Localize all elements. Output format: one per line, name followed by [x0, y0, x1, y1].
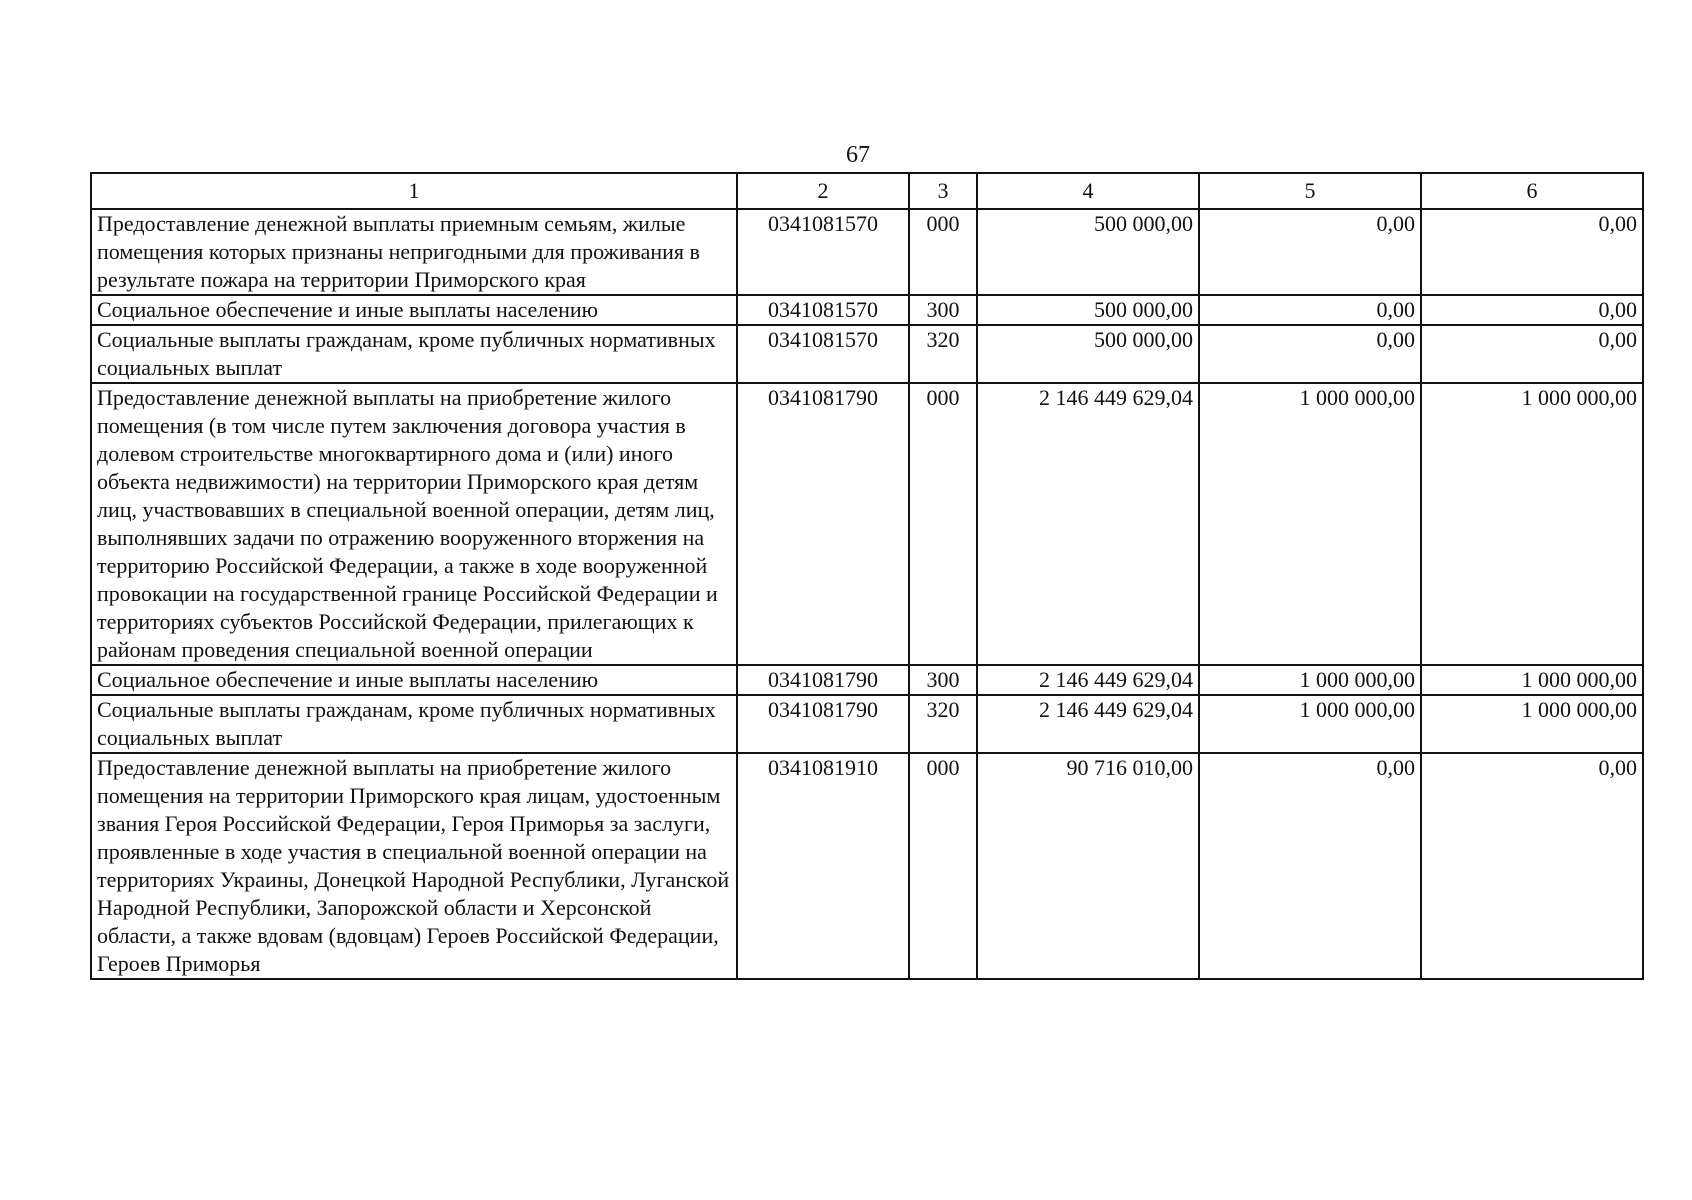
table-row: [91, 665, 1643, 695]
target-article-code: 0341081790: [737, 383, 909, 665]
expense-type-code: 320: [909, 325, 977, 383]
target-article-code: 0341081790: [737, 665, 909, 695]
expense-type-code: 000: [909, 383, 977, 665]
amount-year-1: 2 146 449 629,04: [977, 695, 1199, 753]
expense-type-code: 300: [909, 665, 977, 695]
row-name: Социальные выплаты гражданам, кроме публичных нормативных социальных выплат: [91, 325, 737, 383]
amount-year-2: 0,00: [1199, 753, 1421, 979]
table-row: [91, 383, 1643, 665]
amount-year-3: 0,00: [1421, 325, 1643, 383]
amount-year-1: 90 716 010,00: [977, 753, 1199, 979]
column-header: 3: [909, 173, 977, 209]
expense-type-code: 000: [909, 209, 977, 295]
expense-type-code: 320: [909, 695, 977, 753]
row-name: Социальное обеспечение и иные выплаты населению: [91, 295, 737, 325]
amount-year-1: 2 146 449 629,04: [977, 383, 1199, 665]
table-row: [91, 295, 1643, 325]
amount-year-3: 1 000 000,00: [1421, 695, 1643, 753]
amount-year-2: 1 000 000,00: [1199, 695, 1421, 753]
row-name: Предоставление денежной выплаты приемным семьям, жилые помещения которых признаны непригодными для проживания в результате пожара на территории Приморского края: [91, 209, 737, 295]
target-article-code: 0341081910: [737, 753, 909, 979]
amount-year-1: 500 000,00: [977, 209, 1199, 295]
amount-year-2: 0,00: [1199, 325, 1421, 383]
amount-year-3: 0,00: [1421, 753, 1643, 979]
amount-year-2: 0,00: [1199, 295, 1421, 325]
amount-year-1: 2 146 449 629,04: [977, 665, 1199, 695]
header-row: [91, 173, 1643, 209]
amount-year-2: 0,00: [1199, 209, 1421, 295]
amount-year-3: 1 000 000,00: [1421, 383, 1643, 665]
amount-year-3: 0,00: [1421, 209, 1643, 295]
column-header: 6: [1421, 173, 1643, 209]
expense-type-code: 300: [909, 295, 977, 325]
table-row: [91, 753, 1643, 979]
amount-year-3: 1 000 000,00: [1421, 665, 1643, 695]
amount-year-1: 500 000,00: [977, 295, 1199, 325]
column-header: 2: [737, 173, 909, 209]
table-row: [91, 325, 1643, 383]
target-article-code: 0341081790: [737, 695, 909, 753]
expense-type-code: 000: [909, 753, 977, 979]
target-article-code: 0341081570: [737, 209, 909, 295]
table-row: [91, 695, 1643, 753]
target-article-code: 0341081570: [737, 325, 909, 383]
amount-year-2: 1 000 000,00: [1199, 665, 1421, 695]
amount-year-1: 500 000,00: [977, 325, 1199, 383]
row-name: Социальные выплаты гражданам, кроме публичных нормативных социальных выплат: [91, 695, 737, 753]
column-header: 5: [1199, 173, 1421, 209]
row-name: Социальное обеспечение и иные выплаты населению: [91, 665, 737, 695]
row-name: Предоставление денежной выплаты на приобретение жилого помещения (в том числе путем заключения договора участия в долевом строительстве многоквартирного дома и (или) иного объекта недвижимости) на территории Приморского края детям лиц, участвовавших в специальной военной операции, детям лиц, выполнявших задачи по отражению вооруженного вторжения на территорию Российской Федерации, а также в ходе вооруженной провокации на государственной границе Российской Федерации и территориях субъектов Российской Федерации, прилегающих к районам проведения специальной военной операции: [91, 383, 737, 665]
budget-table: [90, 172, 1644, 980]
table-row: [91, 209, 1643, 295]
column-header: 1: [91, 173, 737, 209]
amount-year-2: 1 000 000,00: [1199, 383, 1421, 665]
row-name: Предоставление денежной выплаты на приобретение жилого помещения на территории Приморского края лицам, удостоенным звания Героя Российской Федерации, Героя Приморья за заслуги, проявленные в ходе участия в специальной военной операции на территориях Украины, Донецкой Народной Республики, Луганской Народной Республики, Запорожской области и Херсонской области, а также вдовам (вдовцам) Героев Российской Федерации, Героев Приморья: [91, 753, 737, 979]
amount-year-3: 0,00: [1421, 295, 1643, 325]
page-number: 67: [846, 142, 870, 168]
target-article-code: 0341081570: [737, 295, 909, 325]
column-header: 4: [977, 173, 1199, 209]
